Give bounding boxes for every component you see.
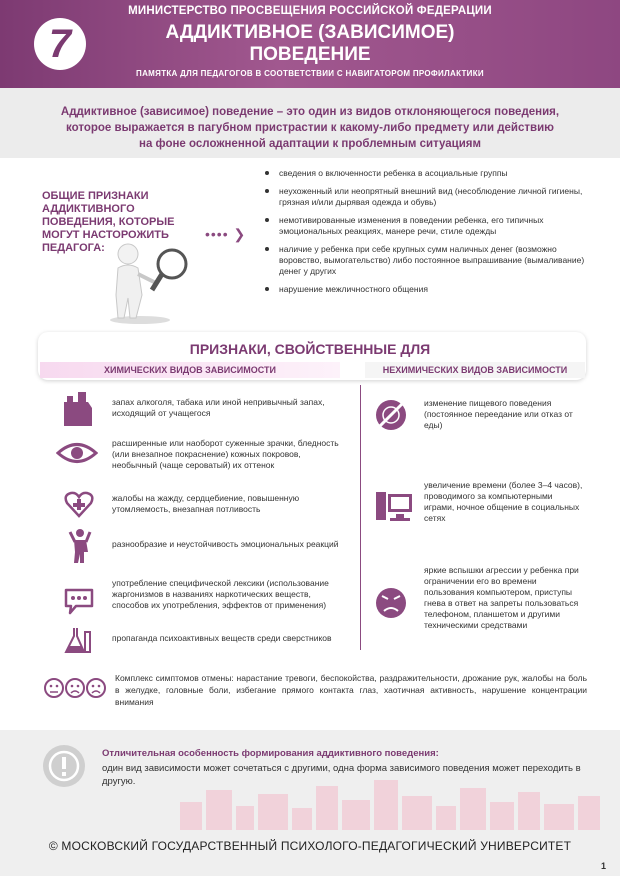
eye-icon <box>56 440 98 466</box>
page-title-line2: ПОВЕДЕНИЕ <box>249 44 371 65</box>
magnifier-figure-icon <box>100 240 200 325</box>
warning-title: Отличительная особенность формирования аддиктивного поведения: <box>102 748 439 759</box>
chemical-item: расширенные или наоборот суженные зрачки, бледность (или внезапное покраснение) кожных покровов, необычный (чаще сероватый) их оттенок <box>112 438 339 470</box>
list-item: немотивированные изменения в поведении ребенка, его типичных эмоциональных реакциях, манере речи, стиле одежды <box>265 215 595 237</box>
page-number: 1 <box>600 861 606 871</box>
computer-icon <box>374 488 414 524</box>
chemical-header: ХИМИЧЕСКИХ ВИДОВ ЗАВИСИМОСТИ <box>40 362 340 378</box>
list-item: неухоженный или неопрятный внешний вид (несоблюдение личной гигиены, грязная и/или дырявая одежда и обувь) <box>265 186 595 208</box>
chemical-item: жалобы на жажду, сердцебиение, повышенную утомляемость, внезапная потливость <box>112 493 300 514</box>
warning-icon <box>43 745 85 787</box>
nonchemical-item: увеличение времени (более 3–4 часов), проводимого за компьютерными играми, ночное общение в социальных сетях <box>424 480 583 523</box>
column-divider <box>360 385 361 650</box>
chemical-item: запах алкоголя, табака или иной непривычный запах, исходящий от учащегося <box>112 397 325 418</box>
faces-icon <box>44 677 106 699</box>
chemical-item: употребление специфической лексики (использование жаргонизмов в названиях наркотических веществ, способов их употребления, эффектов от применения) <box>112 578 329 610</box>
nonchemical-item: изменение пищевого поведения (постоянное переедание или отказ от еды) <box>424 398 573 430</box>
common-signs-list <box>265 168 595 302</box>
signs-title: ПРИЗНАКИ, СВОЙСТВЕННЫЕ ДЛЯ <box>189 341 431 357</box>
number-badge: 7 <box>34 18 86 70</box>
intro-text: Аддиктивное (зависимое) поведение – это один из видов отклоняющегося поведения, которое выражается в пагубном пристрастии к какому-либо предмету или действию на фоне осложненной адаптации к проблемным ситуациям <box>60 106 560 150</box>
angry-face-icon <box>374 586 408 620</box>
ministry-title: МИНИСТЕРСТВО ПРОСВЕЩЕНИЯ РОССИЙСКОЙ ФЕДЕРАЦИИ <box>128 5 492 17</box>
chemical-item: разнообразие и неустойчивость эмоциональных реакций <box>112 539 339 549</box>
list-item: нарушение межличностного общения <box>265 284 595 295</box>
flask-icon <box>64 626 96 654</box>
speech-icon <box>62 586 96 616</box>
nonchemical-item: яркие вспышки агрессии у ребенка при ограничении его во времени пользования компьютером, приступы гнева в ответ на запреты пользоваться телефоном, планшетом и другими техническими средствами <box>424 565 579 630</box>
page-title-line1: АДДИКТИВНОЕ (ЗАВИСИМОЕ) <box>165 22 455 43</box>
list-item: сведения о включенности ребенка в асоциальные группы <box>265 168 595 179</box>
figure-icon <box>66 528 94 564</box>
arrow-dots-icon: •••• ❯ <box>205 226 247 242</box>
list-item: наличие у ребенка при себе крупных сумм наличных денег (возможно воровство, вымогательство) либо постоянное выпрашивание (вымаливание) денег у других <box>265 244 595 277</box>
common-signs-title: ОБЩИЕ ПРИЗНАКИ АДДИКТИВНОГО ПОВЕДЕНИЯ, КОТОРЫЕ МОГУТ НАСТОРОЖИТЬ ПЕДАГОГА: <box>42 190 175 254</box>
withdrawal-symptoms: Комплекс симптомов отмены: нарастание тревоги, беспокойства, раздражительности, дрожание рук, жалобы на боль в желудке, головные боли, избегание прямого контакта глаз, хаотичная активность, нарушение концентрации внимания <box>115 673 587 707</box>
chemical-item: пропаганда психоактивных веществ среди сверстников <box>112 633 332 643</box>
nonchemical-header: НЕХИМИЧЕСКИХ ВИДОВ ЗАВИСИМОСТИ <box>365 362 585 378</box>
heart-plus-icon <box>64 490 94 518</box>
header <box>0 0 620 88</box>
warning-body: один вид зависимости может сочетаться с другими, одна форма зависимого поведения может переходить в другую. <box>102 763 581 787</box>
plate-icon <box>374 398 408 432</box>
page-subtitle: ПАМЯТКА ДЛЯ ПЕДАГОГОВ В СООТВЕТСТВИИ С НАВИГАТОРОМ ПРОФИЛАКТИКИ <box>136 69 484 78</box>
copyright: © МОСКОВСКИЙ ГОСУДАРСТВЕННЫЙ ПСИХОЛОГО-ПЕДАГОГИЧЕСКИЙ УНИВЕРСИТЕТ <box>48 839 572 853</box>
bottle-icon <box>62 388 96 428</box>
